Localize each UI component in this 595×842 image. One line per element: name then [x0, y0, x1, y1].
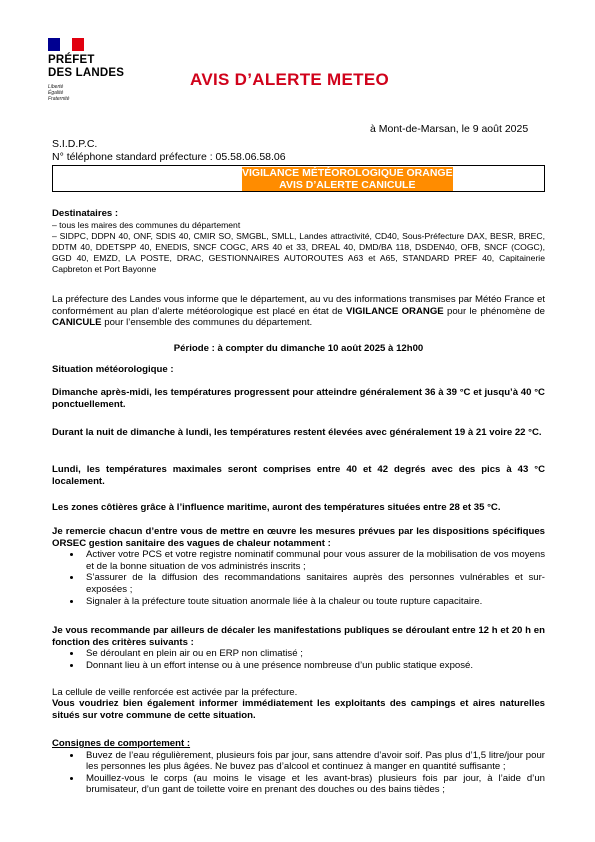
watch-cell-line: La cellule de veille renforcée est activée par la préfecture. — [52, 687, 298, 698]
phone-number: N° téléphone standard préfecture : 05.58.06.58.06 — [52, 151, 286, 163]
list-item: • S’assurer de la diffusion des recommandations sanitaires auprès des personnes vulnérables et sur-exposées ; — [82, 572, 545, 595]
prefet-name: PRÉFET DES LANDES — [48, 54, 125, 79]
service-block — [52, 138, 286, 164]
vigilance-level: VIGILANCE MÉTÉOROLOGIQUE ORANGE — [242, 167, 453, 179]
recipients-line-2: – SIDPC, DDPN 40, ONF, SDIS 40, CMIR SO, SMGBL, SMLL, Landes attractivité, CD40, Sous-Préfecture DAX, BESR, BREC, DDTM 40, DDETSPP 40, ENEDIS, SNCF COGC, ARS 40 et 33, DREAL 40, DMD/BA 118, DSDEN40, OFB, SNCF (COGC), GGD 40, EMZD, LA POSTE, DRAC, GESTIONNAIRES AUTOROUTES A63 et A65, STANDARD PREF 40, Capitainerie Capbreton et Port Bayonne — [52, 230, 545, 274]
recipients-section — [52, 208, 545, 275]
recipients-line-1: – tous les maires des communes du département — [52, 219, 241, 230]
period-line: Période : à compter du dimanche 10 août 2025 à 12h00 — [173, 343, 424, 354]
list-item: • Donnant lieu à un effort intense ou à une présence nombreuse d’un public statique exposé. — [82, 660, 545, 672]
guidelines-heading: Consignes de comportement : — [52, 738, 191, 749]
list-item: • Mouillez-vous le corps (au moins le visage et les avant-bras) plusieurs fois par jour, à l’aide d’un brumisateur, d’un gant de toilette voire en prenant des douches ou des bains tièdes ; — [82, 773, 545, 796]
recipients-heading: Destinataires : — [52, 208, 119, 219]
list-item: • Buvez de l’eau régulièrement, plusieurs fois par jour, sans attendre d’avoir soif. Pas plus d’1,5 litre/jour pour les personnes les plus âgées. Ne buvez pas d’alcool et continuez à manger en quantité suffisante ; — [82, 750, 545, 773]
campings-paragraph: Vous voudriez bien également informer immédiatement les exploitants des campings et aires naturelles situés sur votre commune de cette situation. — [52, 698, 545, 721]
recommendation-section — [52, 625, 545, 671]
intro-paragraph: La préfecture des Landes vous informe que le département, au vu des informations transmises par Météo France et conformément au plan d’alerte météorologique est placé en état de VIGILANCE ORANGE pour le phénomène de CANICULE pour l’ensemble des communes du département. — [52, 294, 545, 329]
situation-paragraph-2: Durant la nuit de dimanche à lundi, les températures restent élevées avec généralement 19 à 21 voire 22 °C. — [52, 427, 542, 438]
recommendation-heading: Je vous recommande par ailleurs de décaler les manifestations publiques se déroulant entre 12 h et 20 h en fonction des critères suivants : — [52, 625, 545, 648]
list-item: • Signaler à la préfecture toute situation anormale liée à la chaleur ou toute rupture capacitaire. — [82, 596, 545, 608]
situation-paragraph-4: Les zones côtières grâce à l’influence maritime, auront des températures situées entre 28 et 35 °C. — [52, 502, 501, 513]
list-item: • Se déroulant en plein air ou en ERP non climatisé ; — [82, 648, 545, 660]
alert-type: AVIS D’ALERTE CANICULE — [242, 179, 453, 191]
french-flag-icon — [48, 38, 84, 51]
service-name: S.I.D.P.C. — [52, 138, 98, 150]
measures-section — [52, 526, 545, 607]
list-item: • Activer votre PCS et votre registre nominatif communal pour vous assurer de la mobilisation de vos moyens et de la bonne situation de vos administrés inscrits ; — [82, 549, 545, 572]
situation-paragraph-1: Dimanche après-midi, les températures progressent pour atteindre généralement 36 à 39 °C et jusqu’à 40 °C ponctuellement. — [52, 387, 545, 410]
situation-paragraph-3: Lundi, les températures maximales seront comprises entre 40 et 42 degrés avec des pics à 43 °C localement. — [52, 464, 545, 487]
republic-motto: Liberté Égalité Fraternité — [48, 84, 70, 102]
prefecture-logo — [48, 38, 138, 102]
vigilance-box — [52, 165, 545, 192]
situation-heading: Situation météorologique : — [52, 364, 174, 375]
date-line: à Mont-de-Marsan, le 9 août 2025 — [370, 123, 529, 135]
measures-heading: Je remercie chacun d’entre vous de mettre en œuvre les mesures prévues par les dispositions spécifiques ORSEC gestion sanitaire des vagues de chaleur notamment : — [52, 526, 545, 549]
guidelines-section — [52, 738, 545, 796]
page-title: AVIS D’ALERTE METEO — [190, 70, 390, 89]
